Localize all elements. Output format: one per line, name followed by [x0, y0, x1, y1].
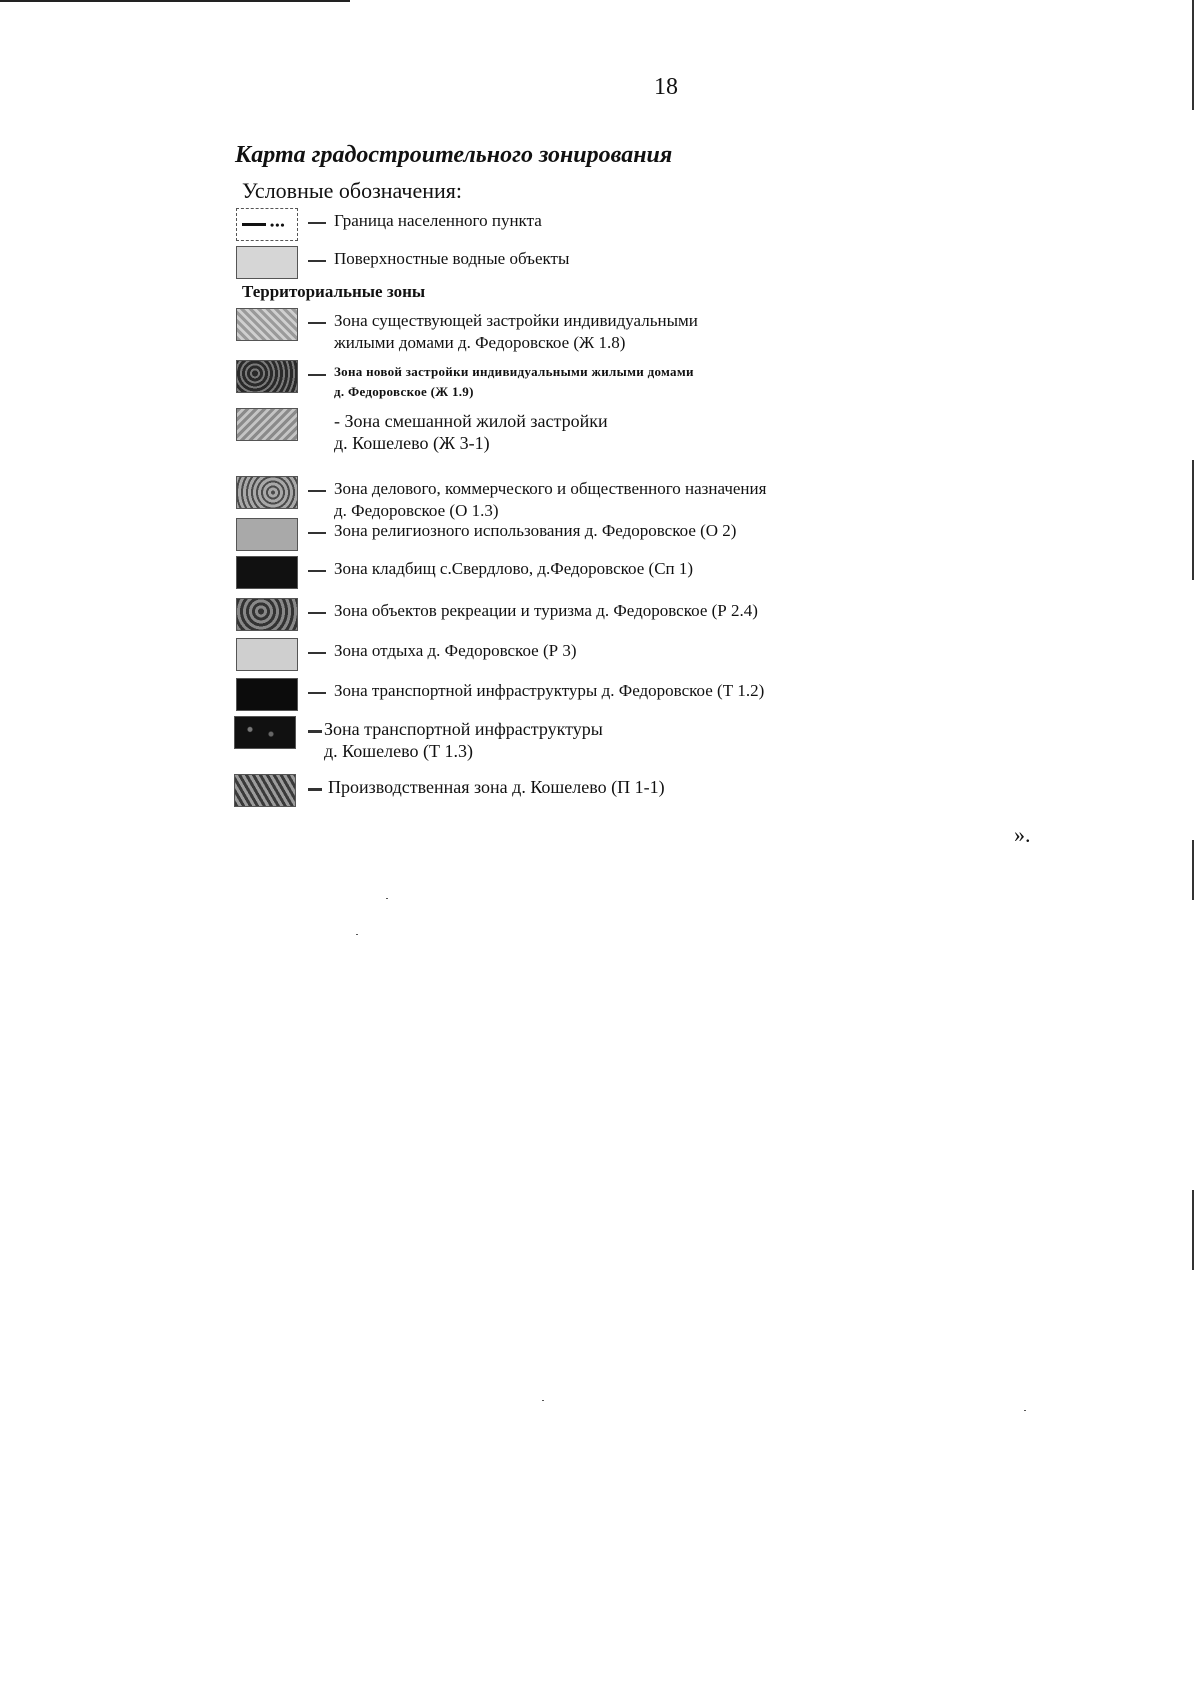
legend-heading: Условные обозначения:: [242, 178, 463, 203]
scan-speck: [542, 1400, 544, 1401]
legend-label: Граница населенного пункта: [334, 211, 542, 230]
scan-edge-right: [1192, 1190, 1194, 1270]
zone-item: [236, 638, 576, 671]
zone-swatch-icon: [234, 716, 296, 749]
zone-label: Зона новой застройки индивидуальными жилыми домами д. Федоровское (Ж 1.9): [334, 364, 694, 399]
scan-speck: [386, 898, 388, 899]
zone-item: [236, 308, 698, 354]
scan-edge-right: [1192, 460, 1194, 580]
zone-item: [236, 360, 694, 402]
zone-label: Производственная зона д. Кошелево (П 1-1): [328, 777, 665, 797]
zone-swatch-icon: [236, 638, 298, 671]
zone-swatch-icon: [234, 774, 296, 807]
scan-edge-top: [0, 0, 350, 2]
zone-item: [234, 774, 665, 807]
zone-label: - Зона смешанной жилой застройки д. Кошелево (Ж 3-1): [334, 411, 608, 453]
page-number: 18: [654, 74, 678, 100]
zone-swatch-icon: [236, 360, 298, 393]
zone-label: Зона транспортной инфраструктуры д. Кошелево (Т 1.3): [324, 719, 603, 761]
legend-item-boundary: [236, 208, 542, 241]
zone-swatch-icon: [236, 678, 298, 711]
zone-label: Зона делового, коммерческого и общественного назначения д. Федоровское (О 1.3): [334, 479, 767, 520]
zone-item: [236, 556, 693, 589]
scan-speck: [356, 934, 358, 935]
zone-label: Зона отдыха д. Федоровское (Р 3): [334, 641, 577, 660]
zone-item: [236, 518, 736, 551]
boundary-line-icon: •••: [236, 208, 298, 241]
zone-label: Зона кладбищ с.Свердлово, д.Федоровское (Сп 1): [334, 559, 694, 578]
zone-swatch-icon: [236, 556, 298, 589]
zone-item: [236, 598, 758, 631]
zone-swatch-icon: [236, 598, 298, 631]
page-title: Карта градостроительного зонирования: [235, 142, 673, 168]
zone-label: Зона объектов рекреации и туризма д. Федоровское (Р 2.4): [334, 601, 758, 620]
zone-item: [234, 716, 603, 762]
zone-swatch-icon: [236, 408, 298, 441]
legend-label: Поверхностные водные объекты: [334, 249, 570, 268]
scan-speck: [1024, 1410, 1026, 1411]
zone-item: [236, 476, 766, 522]
zone-label: Зона транспортной инфраструктуры д. Федоровское (Т 1.2): [334, 681, 765, 700]
zone-item: [236, 678, 764, 711]
zone-item: [236, 408, 608, 454]
section-heading: Территориальные зоны: [242, 282, 426, 301]
zone-swatch-icon: [236, 308, 298, 341]
zone-label: Зона существующей застройки индивидуальными жилыми домами д. Федоровское (Ж 1.8): [334, 311, 698, 352]
scan-edge-right: [1192, 0, 1194, 110]
water-swatch-icon: [236, 246, 298, 279]
zone-swatch-icon: [236, 518, 298, 551]
zone-swatch-icon: [236, 476, 298, 509]
zone-label: Зона религиозного использования д. Федоровское (О 2): [334, 521, 737, 540]
scan-edge-right: [1192, 840, 1194, 900]
legend-item-water: [236, 246, 569, 279]
closing-quote: ».: [1014, 822, 1031, 847]
